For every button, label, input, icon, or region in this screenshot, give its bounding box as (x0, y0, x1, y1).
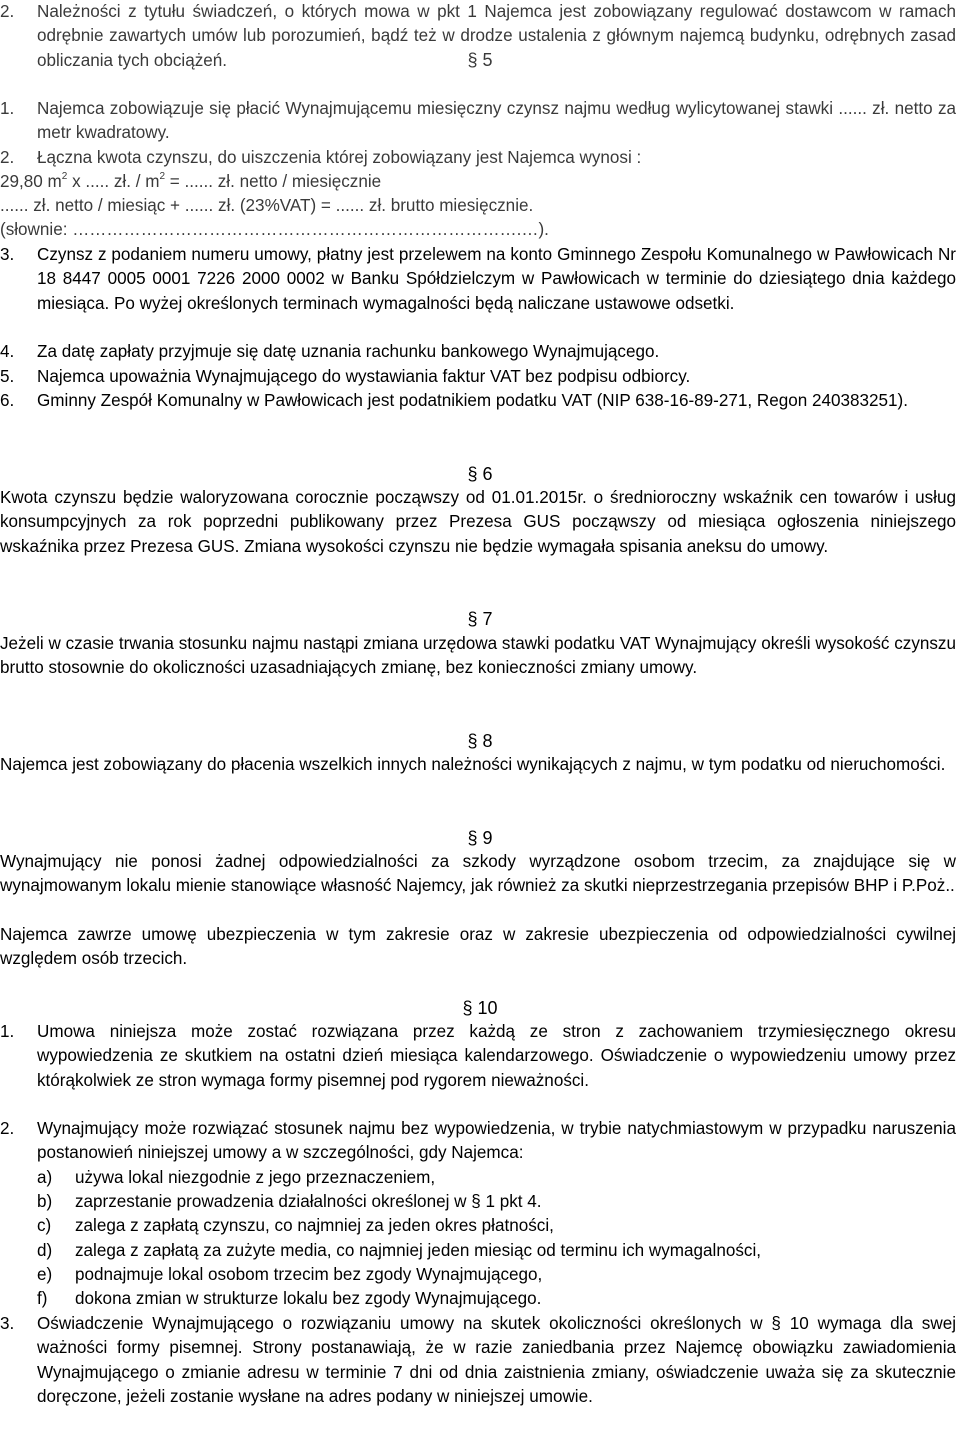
section-8-text: Najemca jest zobowiązany do płacenia wszelkich innych należności wynikających z najmu, w tym podatku od nieruchomości. (0, 755, 946, 774)
rent-in-words-line: (słownie: …………………………………………………………………….…). (0, 220, 549, 239)
sub-item-letter: e) (37, 1265, 53, 1284)
item-text: Gminny Zespół Komunalny w Pawłowicach jest podatnikiem podatku VAT (NIP 638-16-89-271, Regon 240383251). (37, 391, 909, 410)
s10-item-3 (0, 1312, 956, 1409)
item-text: Najemca upoważnia Wynajmującego do wystawiania faktur VAT bez podpisu odbiorcy. (37, 367, 691, 386)
sub-item-text: używa lokal niezgodnie z jego przeznaczeniem, (75, 1168, 436, 1187)
s5-item-5 (0, 365, 956, 389)
s5-item-6 (0, 389, 956, 413)
sub-item-letter: b) (37, 1192, 53, 1211)
s10-item-1 (0, 1020, 956, 1093)
item-number: 2. (0, 2, 15, 21)
sub-item-text: zaprzestanie prowadzenia działalności określonej w § 1 pkt 4. (75, 1192, 542, 1211)
superscript: 2 (159, 171, 166, 182)
item-number: 1. (0, 99, 15, 118)
s5-item-1 (0, 97, 956, 146)
item-text: Należności z tytułu świadczeń, o których mowa w pkt 1 Najemca jest zobowiązany regulować dostawcom w ramach odrębnie zawartych umów lub porozumień, bądź też w drodze ustalenia z głównym najemcą budynku, odrębnych zasad obliczania tych obciążeń. (37, 2, 956, 70)
item-text: Za datę zapłaty przyjmuje się datę uznania rachunku bankowego Wynajmującego. (37, 342, 660, 361)
section-10-heading: § 10 (462, 998, 498, 1018)
s10-item-2 (0, 1117, 956, 1166)
item-text: Oświadczenie Wynajmującego o rozwiązaniu umowy na skutek okoliczności określonych w § 10 wymaga dla swej ważności formy pisemnej. Strony postanawiają, że w razie zaniedbania przez Najemcę obowiązku zawiadomienia Wynajmującego o zmianie adresu w terminie 7 dni od dnia zaistnienia zmiany, oświadczenie uważa się za skutecznie doręczone, jeżeli zostanie wysłane na adres podany w niniejszej umowie. (37, 1314, 956, 1406)
s10-sub-item-a (37, 1166, 917, 1190)
item-text: Czynsz z podaniem numeru umowy, płatny jest przelewem na konto Gminnego Zespołu Komunalnego w Pawłowicach Nr 18 8447 0005 0001 7226 2000 0002 w Banku Spółdzielczym w Pawłowicach w terminie do dziesiątego dnia każdego miesiąca. Po wyżej określonych terminach wymagalności będą naliczane ustawowe odsetki. (37, 245, 956, 313)
s10-sub-item-b (37, 1190, 917, 1214)
sub-item-letter: f) (37, 1289, 48, 1308)
rent-formula-c: = ...... zł. netto / miesięcznie (165, 172, 382, 191)
s10-sub-item-f (37, 1287, 917, 1311)
s10-sub-item-c (37, 1214, 917, 1238)
item-number: 3. (0, 245, 15, 264)
item-text: Umowa niniejsza może zostać rozwiązana przez każdą ze stron z zachowaniem trzymiesięcznego okresu wypowiedzenia ze skutkiem na ostatni dzień miesiąca kalendarzowego. Oświadczenie o wypowiedzeniu umowy przez którąkolwiek ze stron wymaga formy pisemnej pod rygorem nieważności. (37, 1022, 956, 1090)
sub-item-text: zalega z zapłatą czynszu, co najmniej za jeden okres płatności, (75, 1216, 554, 1235)
s5-item-2-line2 (0, 170, 956, 194)
section-9-text-1: Wynajmujący nie ponosi żadnej odpowiedzialności za szkody wyrządzone osobom trzecim, za znajdujące się w wynajmowanym lokalu mienie stanowiące własność Najemcy, jak również za skutki nieprzestrzegania przepisów BHP i P.Poż.. (0, 852, 956, 896)
sub-item-text: zalega z zapłatą za zużyte media, co najmniej jeden miesiąc od terminu ich wymagalności, (75, 1241, 761, 1260)
section-6-text: Kwota czynszu będzie waloryzowana corocznie począwszy od 01.01.2015r. o średnioroczny wskaźnik cen towarów i usług konsumpcyjnych za rok poprzedni publikowany przez Prezesa GUS począwszy od miesiąca ogłoszenia niniejszego wskaźnika przez Prezesa GUS. Zmiana wysokości czynszu nie będzie wymagała spisania aneksu do umowy. (0, 488, 956, 556)
item-number: 5. (0, 367, 15, 386)
s5-item-2-line3 (0, 194, 956, 218)
sub-item-letter: c) (37, 1216, 52, 1235)
sub-item-letter: a) (37, 1168, 53, 1187)
item-text: Najemca zobowiązuje się płacić Wynajmującemu miesięczny czynsz najmu według wylicytowanej stawki ...... zł. netto za metr kwadratowy. (37, 99, 956, 143)
s5-item-2-line1 (0, 146, 956, 170)
sub-item-text: dokona zmian w strukturze lokalu bez zgody Wynajmującego. (75, 1289, 542, 1308)
rent-total-line: ...... zł. netto / miesiąc + ...... zł. (23%VAT) = ...... zł. brutto miesięcznie. (0, 196, 534, 215)
s5-item-2-line4 (0, 218, 956, 242)
section-6-heading: § 6 (467, 464, 493, 484)
s5-item-3 (0, 243, 956, 316)
superscript: 2 (61, 171, 68, 182)
item-number: 3. (0, 1314, 15, 1333)
item-number: 2. (0, 1119, 15, 1138)
rent-formula-a: 29,80 m (0, 172, 62, 191)
item-number: 2. (0, 148, 15, 167)
sub-item-text: podnajmuje lokal osobom trzecim bez zgody Wynajmującego, (75, 1265, 543, 1284)
section-7-text: Jeżeli w czasie trwania stosunku najmu nastąpi zmiana urzędowa stawki podatku VAT Wynajmujący określi wysokość czynszu brutto stosownie do okoliczności uzasadniających zmianę, bez konieczności zmiany umowy. (0, 634, 956, 678)
item-text: Wynajmujący może rozwiązać stosunek najmu bez wypowiedzenia, w trybie natychmiastowym w przypadku naruszenia postanowień niniejszej umowy a w szczególności, gdy Najemca: (37, 1119, 956, 1163)
s10-sub-item-d (37, 1239, 917, 1263)
item-number: 6. (0, 391, 15, 410)
s10-sub-item-e (37, 1263, 917, 1287)
sub-item-letter: d) (37, 1241, 53, 1260)
item-number: 4. (0, 342, 15, 361)
item-text: Łączna kwota czynszu, do uiszczenia której zobowiązany jest Najemca wynosi : (37, 148, 642, 167)
item-number: 1. (0, 1022, 15, 1041)
section-7-heading: § 7 (467, 609, 493, 629)
section-5-heading: § 5 (467, 50, 493, 70)
s5-item-4 (0, 340, 956, 364)
section-9-heading: § 9 (467, 828, 493, 848)
rent-formula-b: x ..... zł. / m (67, 172, 160, 191)
section-9-text-2: Najemca zawrze umowę ubezpieczenia w tym zakresie oraz w zakresie ubezpieczenia od odpowiedzialności cywilnej względem osób trzecich. (0, 925, 956, 969)
section-8-heading: § 8 (467, 731, 493, 751)
